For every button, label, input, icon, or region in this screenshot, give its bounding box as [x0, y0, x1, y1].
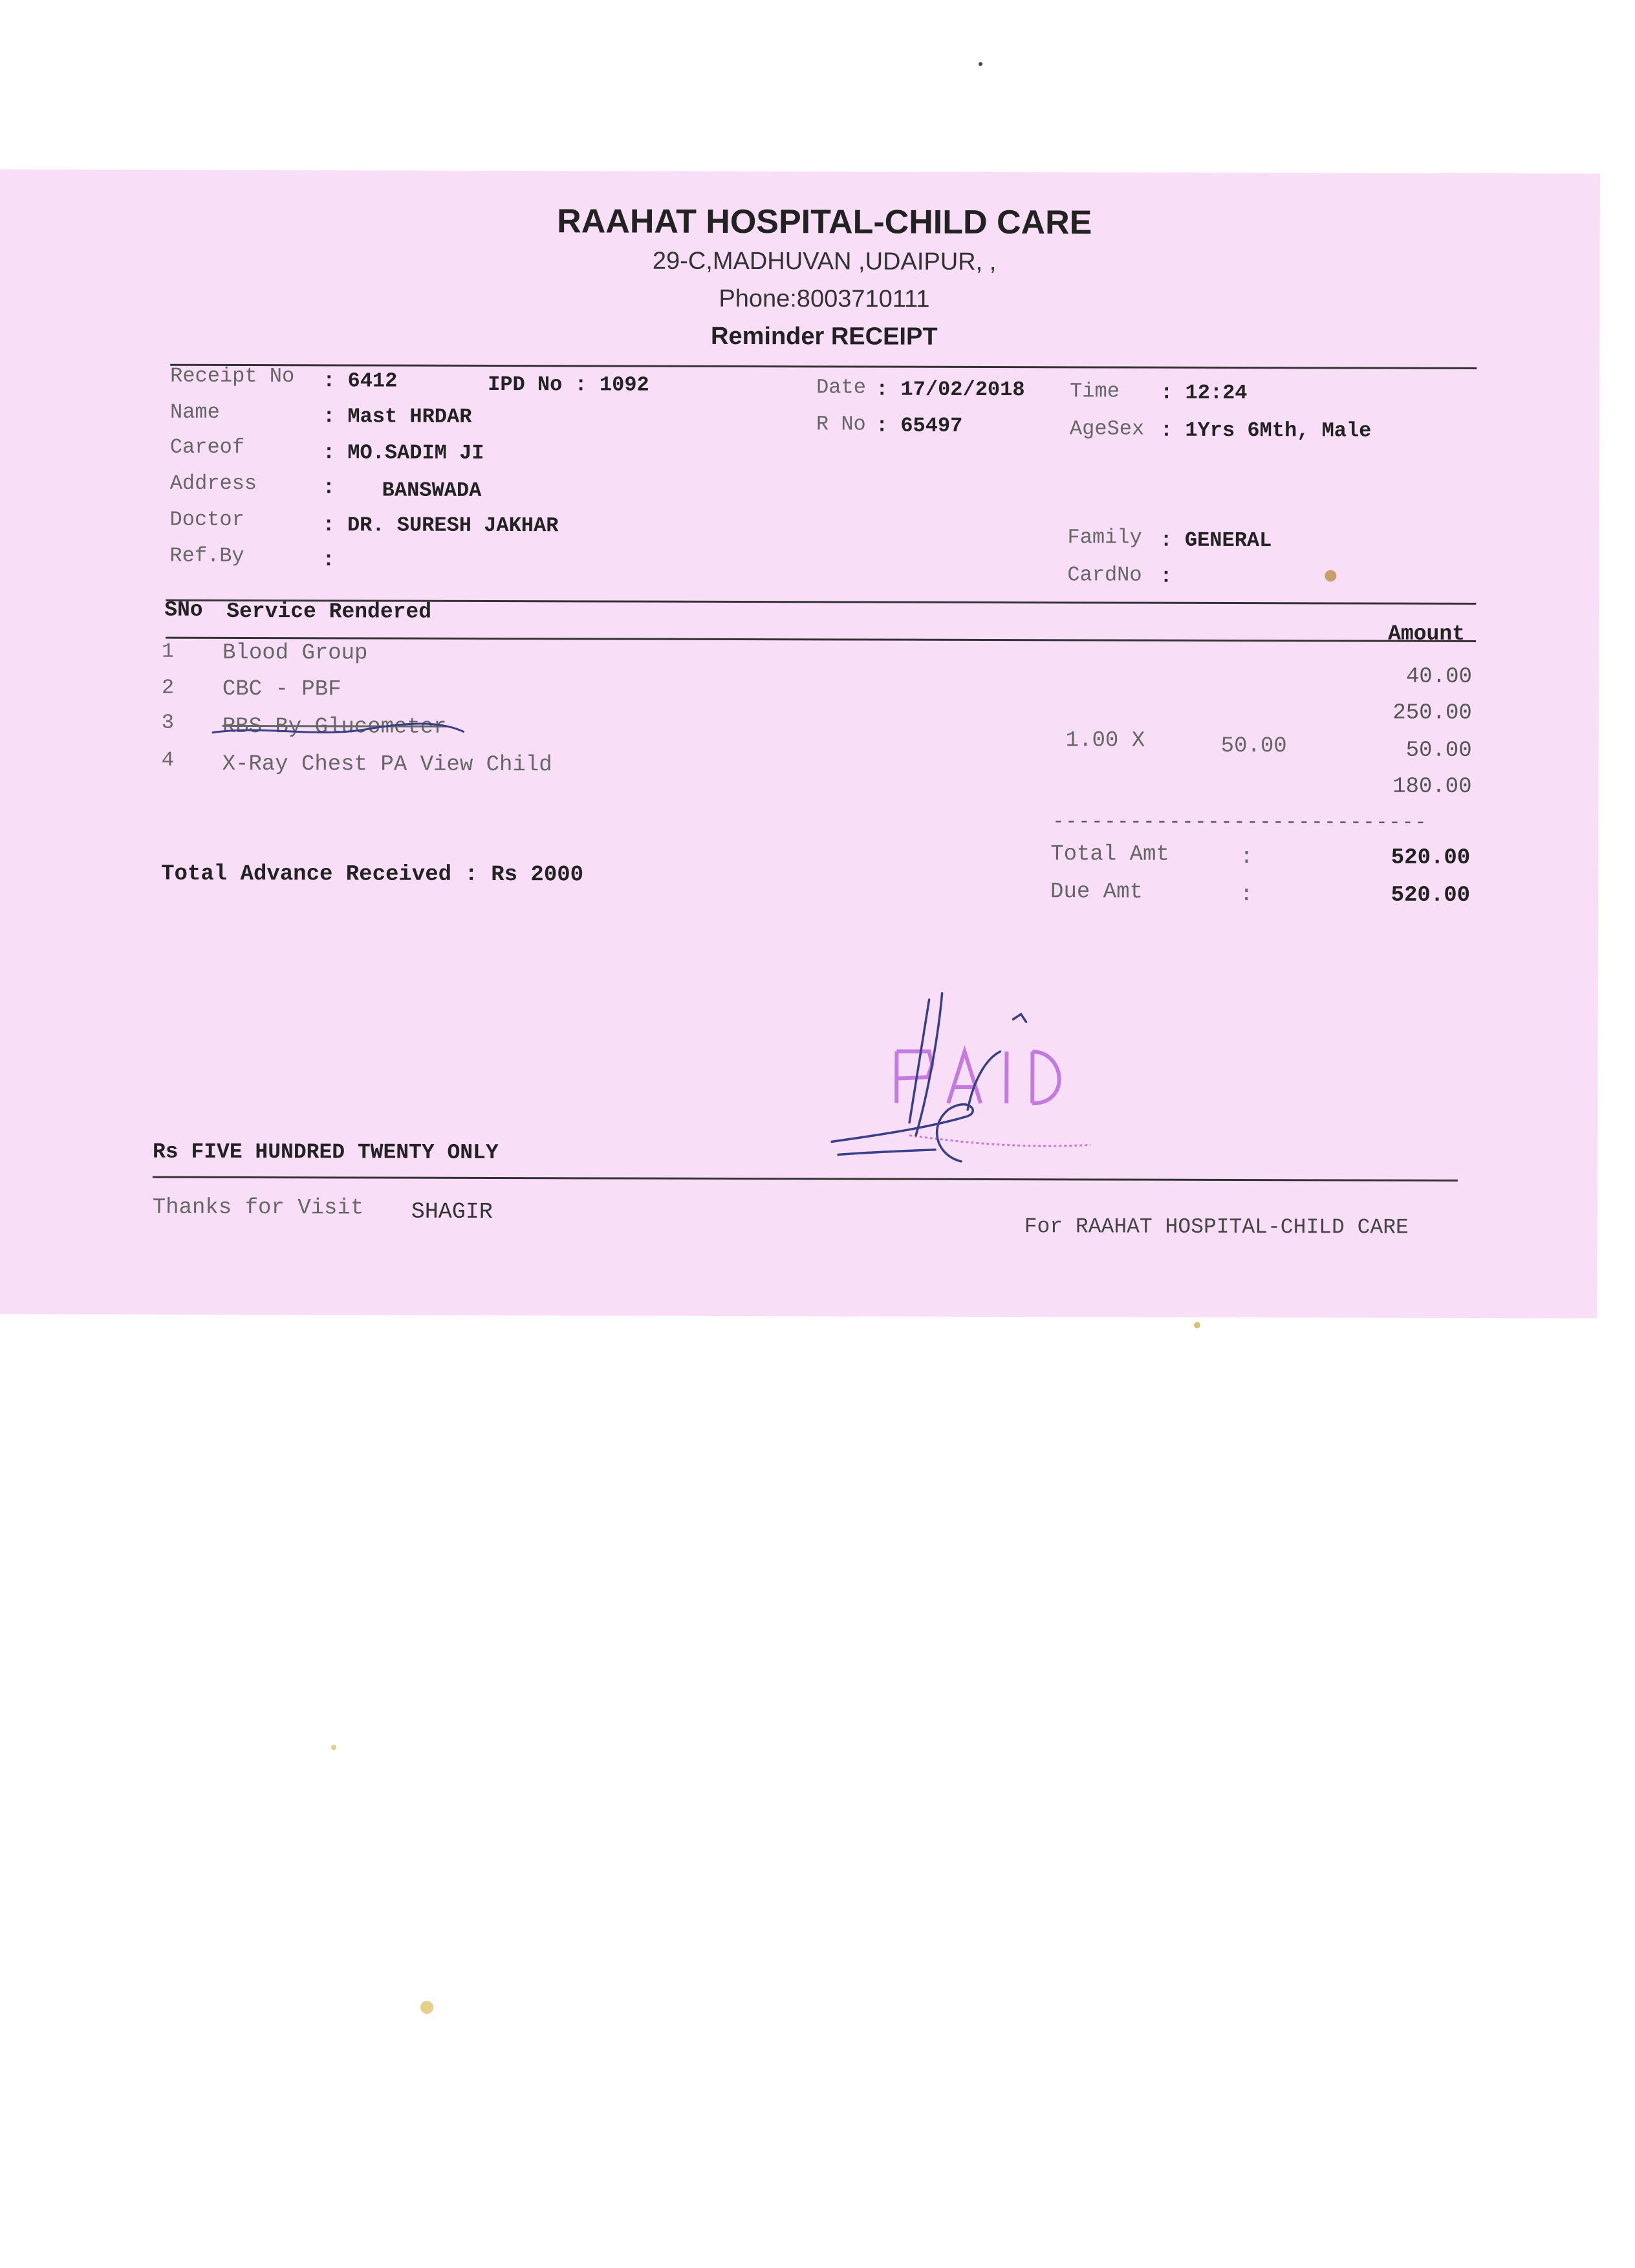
family-label: Family — [1067, 525, 1142, 550]
total-advance: Total Advance Received : Rs 2000 — [161, 861, 584, 888]
row-4-sno: 4 — [161, 748, 174, 772]
row-2-amount: 250.00 — [1392, 700, 1472, 726]
paper-speck — [331, 1745, 336, 1750]
refby-value: : — [322, 548, 335, 572]
row-3-amount: 50.00 — [1405, 738, 1472, 763]
for-hospital-line: For RAAHAT HOSPITAL-CHILD CARE — [1024, 1215, 1409, 1240]
careof-label: Careof — [169, 435, 245, 459]
hospital-name: RAAHAT HOSPITAL-CHILD CARE — [557, 202, 1092, 242]
row-1-amount: 40.00 — [1405, 664, 1473, 689]
receipt-type: Reminder RECEIPT — [711, 322, 938, 351]
name-label: Name — [169, 400, 220, 424]
due-amt-value: 520.00 — [1391, 883, 1471, 908]
row-1-sno: 1 — [162, 639, 175, 664]
receipt-no-label: Receipt No — [170, 363, 295, 389]
paper-speck — [420, 2001, 433, 2014]
cardno-value: : — [1160, 564, 1173, 589]
time-value: : 12:24 — [1160, 380, 1248, 405]
amount-header: Amount — [1388, 621, 1466, 646]
address-value: BANSWADA — [382, 478, 482, 502]
ipd-no: IPD No : 1092 — [488, 372, 649, 397]
row-3-sno: 3 — [161, 710, 175, 735]
row-3-qty: 1.00 X — [1065, 728, 1145, 753]
receipt-no-value: : 6412 — [323, 369, 398, 393]
date-value: : 17/02/2018 — [876, 377, 1025, 402]
row-4-service: X-Ray Chest PA View Child — [222, 751, 552, 778]
row-2-service: CBC - PBF — [222, 676, 341, 702]
name-value: : Mast HRDAR — [322, 404, 472, 429]
totals-separator: ----------------------------- — [1052, 811, 1428, 834]
doctor-value: : DR. SURESH JAKHAR — [322, 513, 559, 538]
total-amt-colon: : — [1240, 845, 1253, 870]
doctor-label: Doctor — [169, 507, 244, 532]
due-amt-colon: : — [1240, 883, 1253, 908]
total-amt-value: 520.00 — [1391, 845, 1471, 870]
paper-speck — [1194, 1322, 1200, 1328]
footer-rule — [153, 1176, 1458, 1182]
hospital-address: 29-C,MADHUVAN ,UDAIPUR, , — [652, 247, 997, 276]
careof-value: : MO.SADIM JI — [322, 440, 484, 465]
amount-in-words: Rs FIVE HUNDRED TWENTY ONLY — [152, 1139, 499, 1165]
sno-header: SNo — [164, 598, 203, 622]
ink-spot — [1325, 570, 1336, 581]
staff-name: SHAGIR — [411, 1198, 493, 1225]
stamp-and-signature — [819, 960, 1130, 1181]
r-no-value: : 65497 — [875, 413, 963, 438]
row-3-rate: 50.00 — [1220, 733, 1287, 759]
address-label: Address — [169, 471, 257, 496]
due-amt-label: Due Amt — [1050, 880, 1143, 905]
signature-ink — [832, 993, 1026, 1161]
service-header: Service Rendered — [226, 599, 432, 624]
agesex-value: : 1Yrs 6Mth, Male — [1160, 418, 1372, 443]
thanks-text: Thanks for Visit — [152, 1195, 364, 1221]
row-4-amount: 180.00 — [1392, 774, 1472, 799]
address-colon: : — [322, 475, 335, 500]
refby-label: Ref.By — [169, 543, 244, 568]
total-amt-label: Total Amt — [1050, 842, 1169, 867]
time-label: Time — [1070, 379, 1120, 404]
row-3-service: RBS By Glucometer — [222, 714, 447, 740]
cardno-label: CardNo — [1067, 563, 1142, 587]
receipt-slip — [0, 169, 1600, 1318]
agesex-label: AgeSex — [1069, 416, 1145, 441]
date-label: Date — [816, 375, 866, 400]
family-value: : GENERAL — [1160, 528, 1272, 553]
r-no-label: R No — [816, 412, 866, 437]
row-2-sno: 2 — [161, 675, 175, 700]
hospital-phone: Phone:8003710111 — [719, 285, 930, 313]
row-1-service: Blood Group — [222, 640, 368, 666]
strike-through-mark — [212, 718, 484, 745]
dust-speck — [979, 62, 982, 66]
